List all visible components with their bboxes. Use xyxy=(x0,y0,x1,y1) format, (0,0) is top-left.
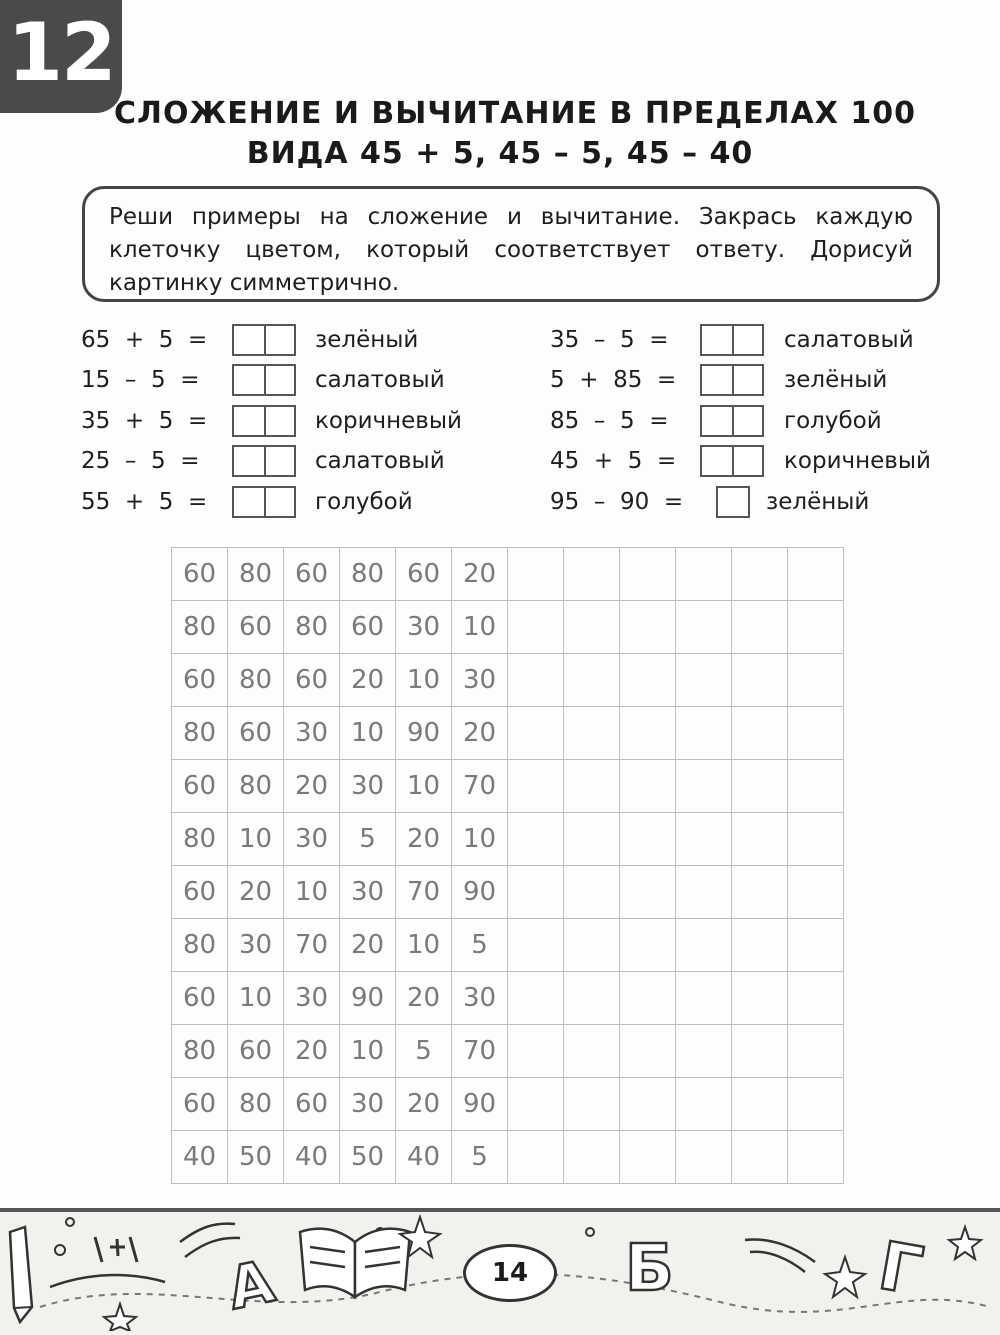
grid-cell[interactable]: 20 xyxy=(452,707,508,760)
grid-cell[interactable]: 50 xyxy=(228,1131,284,1184)
grid-cell[interactable]: 60 xyxy=(172,866,228,919)
letter-g-icon: Г xyxy=(873,1227,929,1311)
grid-cell[interactable]: 60 xyxy=(284,1078,340,1131)
grid-cell[interactable]: 80 xyxy=(340,548,396,601)
grid-cell[interactable]: 90 xyxy=(396,707,452,760)
grid-cell[interactable] xyxy=(676,707,732,760)
grid-cell[interactable] xyxy=(620,866,676,919)
equation-row xyxy=(550,362,970,398)
color-name: салатовый xyxy=(315,448,445,474)
grid-cell[interactable] xyxy=(564,654,620,707)
grid-cell[interactable] xyxy=(620,1078,676,1131)
grid-cell[interactable]: 80 xyxy=(172,601,228,654)
grid-cell[interactable] xyxy=(788,813,844,866)
grid-cell[interactable] xyxy=(676,813,732,866)
grid-cell[interactable] xyxy=(620,654,676,707)
equation-expression: 25 – 5 = xyxy=(81,448,200,474)
grid-cell[interactable] xyxy=(676,548,732,601)
grid-cell[interactable] xyxy=(732,548,788,601)
equation-expression: 95 – 90 = xyxy=(550,489,684,515)
grid-cell[interactable]: 10 xyxy=(396,654,452,707)
equation-expression: 55 + 5 = xyxy=(81,489,208,515)
grid-cell[interactable] xyxy=(732,707,788,760)
equation-row xyxy=(81,484,501,520)
grid-row xyxy=(172,760,844,813)
grid-row xyxy=(172,866,844,919)
grid-cell[interactable]: 80 xyxy=(228,1078,284,1131)
grid-cell[interactable] xyxy=(732,601,788,654)
grid-cell[interactable]: 80 xyxy=(228,760,284,813)
equation-row xyxy=(81,443,501,479)
grid-cell[interactable] xyxy=(676,972,732,1025)
grid-cell[interactable]: 30 xyxy=(340,760,396,813)
equation-row xyxy=(550,443,970,479)
grid-cell[interactable] xyxy=(564,548,620,601)
grid-cell[interactable]: 70 xyxy=(284,919,340,972)
equation-expression: 35 – 5 = xyxy=(550,327,669,353)
grid-cell[interactable]: 30 xyxy=(452,972,508,1025)
grid-cell[interactable] xyxy=(620,813,676,866)
grid-cell[interactable] xyxy=(508,1131,564,1184)
grid-row xyxy=(172,972,844,1025)
grid-row xyxy=(172,1131,844,1184)
grid-cell[interactable]: 70 xyxy=(396,866,452,919)
grid-cell[interactable] xyxy=(564,866,620,919)
grid-cell[interactable]: 20 xyxy=(452,548,508,601)
grid-cell[interactable]: 20 xyxy=(396,1078,452,1131)
grid-cell[interactable]: 80 xyxy=(172,1025,228,1078)
grid-cell[interactable] xyxy=(508,866,564,919)
grid-cell[interactable]: 60 xyxy=(396,548,452,601)
grid-cell[interactable] xyxy=(788,972,844,1025)
color-name: голубой xyxy=(784,408,882,434)
grid-cell[interactable]: 60 xyxy=(228,601,284,654)
grid-cell[interactable] xyxy=(564,760,620,813)
grid-cell[interactable] xyxy=(676,1131,732,1184)
answer-box[interactable] xyxy=(232,405,296,437)
star-icon xyxy=(825,1257,865,1297)
color-name: зелёный xyxy=(784,367,888,393)
equation-expression: 65 + 5 = xyxy=(81,327,208,353)
grid-cell[interactable]: 60 xyxy=(172,760,228,813)
grid-cell[interactable]: 5 xyxy=(452,919,508,972)
star-icon xyxy=(104,1304,136,1331)
grid-cell[interactable]: 5 xyxy=(452,1131,508,1184)
grid-cell[interactable] xyxy=(620,1025,676,1078)
grid-cell[interactable]: 90 xyxy=(452,866,508,919)
grid-cell[interactable] xyxy=(620,972,676,1025)
grid-cell[interactable]: 80 xyxy=(284,601,340,654)
grid-cell[interactable] xyxy=(620,1131,676,1184)
answer-box[interactable] xyxy=(700,445,764,477)
lesson-number: 12 xyxy=(7,6,115,99)
grid-cell[interactable] xyxy=(508,601,564,654)
grid-row xyxy=(172,1078,844,1131)
color-name: зелёный xyxy=(766,489,870,515)
color-name: зелёный xyxy=(315,327,419,353)
star-icon xyxy=(949,1227,981,1259)
grid-cell[interactable] xyxy=(676,654,732,707)
color-name: коричневый xyxy=(784,448,931,474)
grid-cell[interactable] xyxy=(732,1078,788,1131)
grid-cell[interactable] xyxy=(508,972,564,1025)
grid-cell[interactable] xyxy=(788,548,844,601)
grid-cell[interactable]: 20 xyxy=(396,972,452,1025)
answer-box[interactable] xyxy=(700,405,764,437)
grid-cell[interactable]: 30 xyxy=(228,919,284,972)
coloring-grid xyxy=(171,547,844,1184)
grid-cell[interactable] xyxy=(564,919,620,972)
grid-row xyxy=(172,919,844,972)
grid-row xyxy=(172,654,844,707)
equation-expression: 15 – 5 = xyxy=(81,367,200,393)
color-name: голубой xyxy=(315,489,413,515)
grid-cell[interactable]: 60 xyxy=(340,601,396,654)
color-name: коричневый xyxy=(315,408,462,434)
answer-box[interactable] xyxy=(232,445,296,477)
book-icon xyxy=(300,1229,410,1297)
equation-row xyxy=(550,484,970,520)
grid-cell[interactable]: 60 xyxy=(172,548,228,601)
grid-cell[interactable]: 10 xyxy=(228,813,284,866)
grid-cell[interactable] xyxy=(564,1025,620,1078)
grid-cell[interactable]: 30 xyxy=(284,707,340,760)
grid-cell[interactable]: 10 xyxy=(452,813,508,866)
equation-row xyxy=(81,403,501,439)
grid-cell[interactable]: 70 xyxy=(452,1025,508,1078)
grid-cell[interactable] xyxy=(676,601,732,654)
grid-cell[interactable] xyxy=(788,1078,844,1131)
grid-cell[interactable]: 30 xyxy=(340,1078,396,1131)
grid-cell[interactable] xyxy=(676,919,732,972)
grid-cell[interactable]: 40 xyxy=(284,1131,340,1184)
pencil-icon xyxy=(10,1227,32,1322)
instruction-box xyxy=(82,186,940,302)
color-name: салатовый xyxy=(315,367,445,393)
grid-cell[interactable]: 10 xyxy=(228,972,284,1025)
equation-expression: 85 – 5 = xyxy=(550,408,669,434)
answer-box[interactable] xyxy=(232,324,296,356)
grid-cell[interactable]: 20 xyxy=(284,1025,340,1078)
grid-cell[interactable]: 10 xyxy=(396,919,452,972)
grid-cell[interactable] xyxy=(732,813,788,866)
grid-cell[interactable]: 60 xyxy=(172,654,228,707)
page-number-badge xyxy=(463,1244,557,1302)
grid-cell[interactable]: 10 xyxy=(340,707,396,760)
grid-cell[interactable]: 60 xyxy=(228,707,284,760)
grid-cell[interactable]: 80 xyxy=(172,919,228,972)
swoosh-icon xyxy=(50,1275,165,1287)
page-number: 14 xyxy=(491,1258,529,1288)
grid-cell[interactable]: 30 xyxy=(396,601,452,654)
grid-cell[interactable] xyxy=(508,760,564,813)
grid-cell[interactable]: 30 xyxy=(284,972,340,1025)
grid-row xyxy=(172,707,844,760)
grid-cell[interactable] xyxy=(788,866,844,919)
swoosh-icon xyxy=(750,1252,805,1272)
grid-cell[interactable] xyxy=(676,760,732,813)
grid-cell[interactable]: 60 xyxy=(172,1078,228,1131)
grid-cell[interactable]: 70 xyxy=(452,760,508,813)
grid-cell[interactable] xyxy=(732,1025,788,1078)
grid-cell[interactable]: 60 xyxy=(228,1025,284,1078)
instruction-text: Реши примеры на сложение и вычитание. Закрась каждую клеточку цветом, который соответствует ответу. Дорисуй картинку симметрично. xyxy=(109,204,913,296)
grid-cell[interactable]: 80 xyxy=(228,548,284,601)
letter-b-icon: Б xyxy=(625,1232,674,1306)
answer-box[interactable] xyxy=(700,364,764,396)
grid-cell[interactable] xyxy=(508,1025,564,1078)
equation-row xyxy=(550,322,970,358)
grid-cell[interactable]: 80 xyxy=(172,813,228,866)
grid-cell[interactable]: 90 xyxy=(340,972,396,1025)
grid-cell[interactable] xyxy=(788,654,844,707)
color-name: салатовый xyxy=(784,327,914,353)
grid-cell[interactable] xyxy=(508,1078,564,1131)
grid-cell[interactable] xyxy=(732,760,788,813)
grid-cell[interactable]: 20 xyxy=(340,654,396,707)
grid-cell[interactable]: 10 xyxy=(340,1025,396,1078)
grid-cell[interactable] xyxy=(788,707,844,760)
equation-row xyxy=(550,403,970,439)
grid-cell[interactable]: 20 xyxy=(228,866,284,919)
grid-cell[interactable] xyxy=(564,1078,620,1131)
grid-cell[interactable]: 10 xyxy=(452,601,508,654)
grid-cell[interactable] xyxy=(676,1025,732,1078)
grid-cell[interactable]: 20 xyxy=(396,813,452,866)
grid-cell[interactable] xyxy=(788,1025,844,1078)
grid-cell[interactable]: 40 xyxy=(172,1131,228,1184)
letter-a-icon: А xyxy=(221,1246,280,1323)
grid-cell[interactable] xyxy=(508,548,564,601)
grid-cell[interactable]: 30 xyxy=(340,866,396,919)
grid-cell[interactable] xyxy=(620,760,676,813)
grid-cell[interactable]: 80 xyxy=(228,654,284,707)
grid-cell[interactable] xyxy=(508,813,564,866)
grid-cell[interactable]: 40 xyxy=(396,1131,452,1184)
grid-cell[interactable] xyxy=(564,813,620,866)
grid-cell[interactable] xyxy=(620,707,676,760)
grid-cell[interactable]: 10 xyxy=(396,760,452,813)
grid-cell[interactable] xyxy=(564,707,620,760)
grid-cell[interactable] xyxy=(732,919,788,972)
grid-row xyxy=(172,1025,844,1078)
grid-cell[interactable] xyxy=(620,601,676,654)
grid-cell[interactable]: 30 xyxy=(284,813,340,866)
grid-cell[interactable]: 60 xyxy=(172,972,228,1025)
answer-box[interactable] xyxy=(716,486,750,518)
grid-cell[interactable] xyxy=(508,707,564,760)
grid-cell[interactable]: 5 xyxy=(396,1025,452,1078)
answer-box[interactable] xyxy=(700,324,764,356)
equation-row xyxy=(81,362,501,398)
grid-cell[interactable]: 80 xyxy=(172,707,228,760)
grid-cell[interactable]: 60 xyxy=(284,654,340,707)
grid-cell[interactable]: 30 xyxy=(452,654,508,707)
grid-cell[interactable] xyxy=(564,1131,620,1184)
equation-expression: 5 + 85 = xyxy=(550,367,677,393)
grid-cell[interactable] xyxy=(788,1131,844,1184)
grid-row xyxy=(172,813,844,866)
grid-cell[interactable] xyxy=(732,654,788,707)
grid-cell[interactable]: 20 xyxy=(340,919,396,972)
grid-cell[interactable]: 90 xyxy=(452,1078,508,1131)
equation-row xyxy=(81,322,501,358)
page-title-line2: ВИДА 45 + 5, 45 – 5, 45 – 40 xyxy=(246,136,754,171)
answer-box[interactable] xyxy=(232,486,296,518)
plus-doodle-icon xyxy=(95,1237,137,1262)
grid-cell[interactable] xyxy=(676,866,732,919)
equation-expression: 45 + 5 = xyxy=(550,448,677,474)
grid-cell[interactable]: 20 xyxy=(284,760,340,813)
grid-row xyxy=(172,601,844,654)
grid-cell[interactable]: 10 xyxy=(284,866,340,919)
dot-icon xyxy=(55,1245,65,1255)
grid-cell[interactable] xyxy=(564,601,620,654)
grid-cell[interactable] xyxy=(732,866,788,919)
grid-cell[interactable] xyxy=(676,1078,732,1131)
grid-cell[interactable] xyxy=(788,760,844,813)
grid-cell[interactable]: 50 xyxy=(340,1131,396,1184)
grid-cell[interactable] xyxy=(732,1131,788,1184)
grid-cell[interactable] xyxy=(564,972,620,1025)
grid-row xyxy=(172,548,844,601)
dot-icon xyxy=(66,1218,74,1226)
grid-cell[interactable]: 5 xyxy=(340,813,396,866)
grid-cell[interactable] xyxy=(620,548,676,601)
equation-expression: 35 + 5 = xyxy=(81,408,208,434)
grid-cell[interactable] xyxy=(732,972,788,1025)
grid-cell[interactable] xyxy=(508,654,564,707)
dot-icon xyxy=(586,1228,594,1236)
grid-cell[interactable]: 60 xyxy=(284,548,340,601)
grid-cell[interactable] xyxy=(788,601,844,654)
grid-cell[interactable] xyxy=(788,919,844,972)
page-title-line1: СЛОЖЕНИЕ И ВЫЧИТАНИЕ В ПРЕДЕЛАХ 100 xyxy=(114,96,916,131)
answer-box[interactable] xyxy=(232,364,296,396)
grid-cell[interactable] xyxy=(620,919,676,972)
grid-cell[interactable] xyxy=(508,919,564,972)
